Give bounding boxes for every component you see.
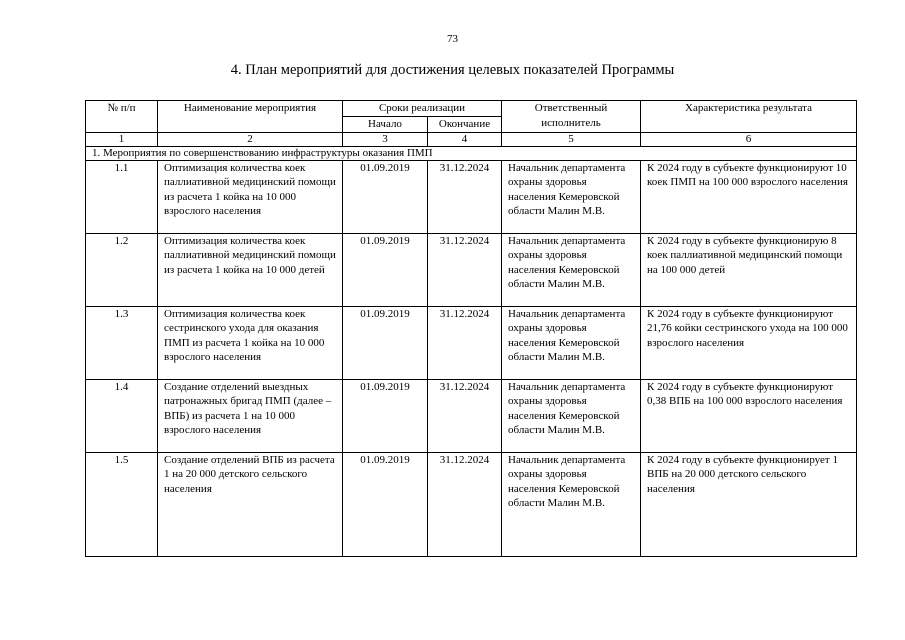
column-index: 5	[502, 132, 641, 146]
column-index: 4	[428, 132, 502, 146]
table-row	[86, 233, 857, 306]
row-activity: Оптимизация количества коек паллиативной медицинский помощи из расчета 1 койка на 10 000 детей	[158, 233, 343, 306]
row-activity: Оптимизация количества коек паллиативной медицинский помощи из расчета 1 койка на 10 000 взрослого населения	[158, 160, 343, 233]
header-num: № п/п	[86, 101, 158, 133]
row-number: 1.4	[86, 379, 158, 452]
header-result: Характеристика результата	[641, 101, 857, 133]
table-row	[86, 306, 857, 379]
row-responsible: Начальник департамента охраны здоровья населения Кемеровской области Малин М.В.	[502, 306, 641, 379]
row-end-date: 31.12.2024	[428, 379, 502, 452]
row-end-date: 31.12.2024	[428, 452, 502, 556]
row-end-date: 31.12.2024	[428, 233, 502, 306]
header-responsible: Ответственный исполнитель	[502, 101, 641, 133]
column-index: 3	[343, 132, 428, 146]
row-number: 1.3	[86, 306, 158, 379]
header-name: Наименование мероприятия	[158, 101, 343, 133]
row-start-date: 01.09.2019	[343, 160, 428, 233]
row-activity: Создание отделений выездных патронажных бригад ПМП (далее – ВПБ) из расчета 1 на 10 000 взрослого населения	[158, 379, 343, 452]
row-start-date: 01.09.2019	[343, 233, 428, 306]
page-number: 73	[447, 33, 458, 45]
row-result: К 2024 году в субъекте функционирует 1 ВПБ на 20 000 детского сельского населения	[641, 452, 857, 556]
row-start-date: 01.09.2019	[343, 306, 428, 379]
row-responsible: Начальник департамента охраны здоровья населения Кемеровской области Малин М.В.	[502, 233, 641, 306]
row-result: К 2024 году в субъекте функционируют 21,76 койки сестринского ухода на 100 000 взрослого населения	[641, 306, 857, 379]
column-index: 2	[158, 132, 343, 146]
column-index-row	[86, 132, 857, 146]
header-terms: Сроки реализации	[343, 101, 502, 117]
row-end-date: 31.12.2024	[428, 306, 502, 379]
section-row	[86, 146, 857, 160]
table-row	[86, 379, 857, 452]
row-result: К 2024 году в субъекте функционируют 10 коек ПМП на 100 000 взрослого населения	[641, 160, 857, 233]
row-result: К 2024 году в субъекте функционирую 8 коек паллиативной медицинский помощи на 100 000 детей	[641, 233, 857, 306]
table-row	[86, 452, 857, 556]
row-activity: Создание отделений ВПБ из расчета 1 на 20 000 детского сельского населения	[158, 452, 343, 556]
column-index: 1	[86, 132, 158, 146]
row-number: 1.5	[86, 452, 158, 556]
row-number: 1.2	[86, 233, 158, 306]
document-title: 4. План мероприятий для достижения целевых показателей Программы	[230, 62, 675, 78]
row-responsible: Начальник департамента охраны здоровья населения Кемеровской области Малин М.В.	[502, 379, 641, 452]
table-row	[86, 160, 857, 233]
header-start: Начало	[343, 117, 428, 133]
row-result: К 2024 году в субъекте функционируют 0,38 ВПБ на 100 000 взрослого населения	[641, 379, 857, 452]
row-start-date: 01.09.2019	[343, 379, 428, 452]
header-row	[86, 101, 857, 117]
column-index: 6	[641, 132, 857, 146]
row-responsible: Начальник департамента охраны здоровья населения Кемеровской области Малин М.В.	[502, 160, 641, 233]
row-activity: Оптимизация количества коек сестринского ухода для оказания ПМП из расчета 1 койка на 10 000 взрослого населения	[158, 306, 343, 379]
row-end-date: 31.12.2024	[428, 160, 502, 233]
row-responsible: Начальник департамента охраны здоровья населения Кемеровской области Малин М.В.	[502, 452, 641, 556]
action-plan-table	[85, 100, 857, 557]
header-end: Окончание	[428, 117, 502, 133]
row-start-date: 01.09.2019	[343, 452, 428, 556]
section-title: 1. Мероприятия по совершенствованию инфраструктуры оказания ПМП	[86, 146, 857, 160]
row-number: 1.1	[86, 160, 158, 233]
